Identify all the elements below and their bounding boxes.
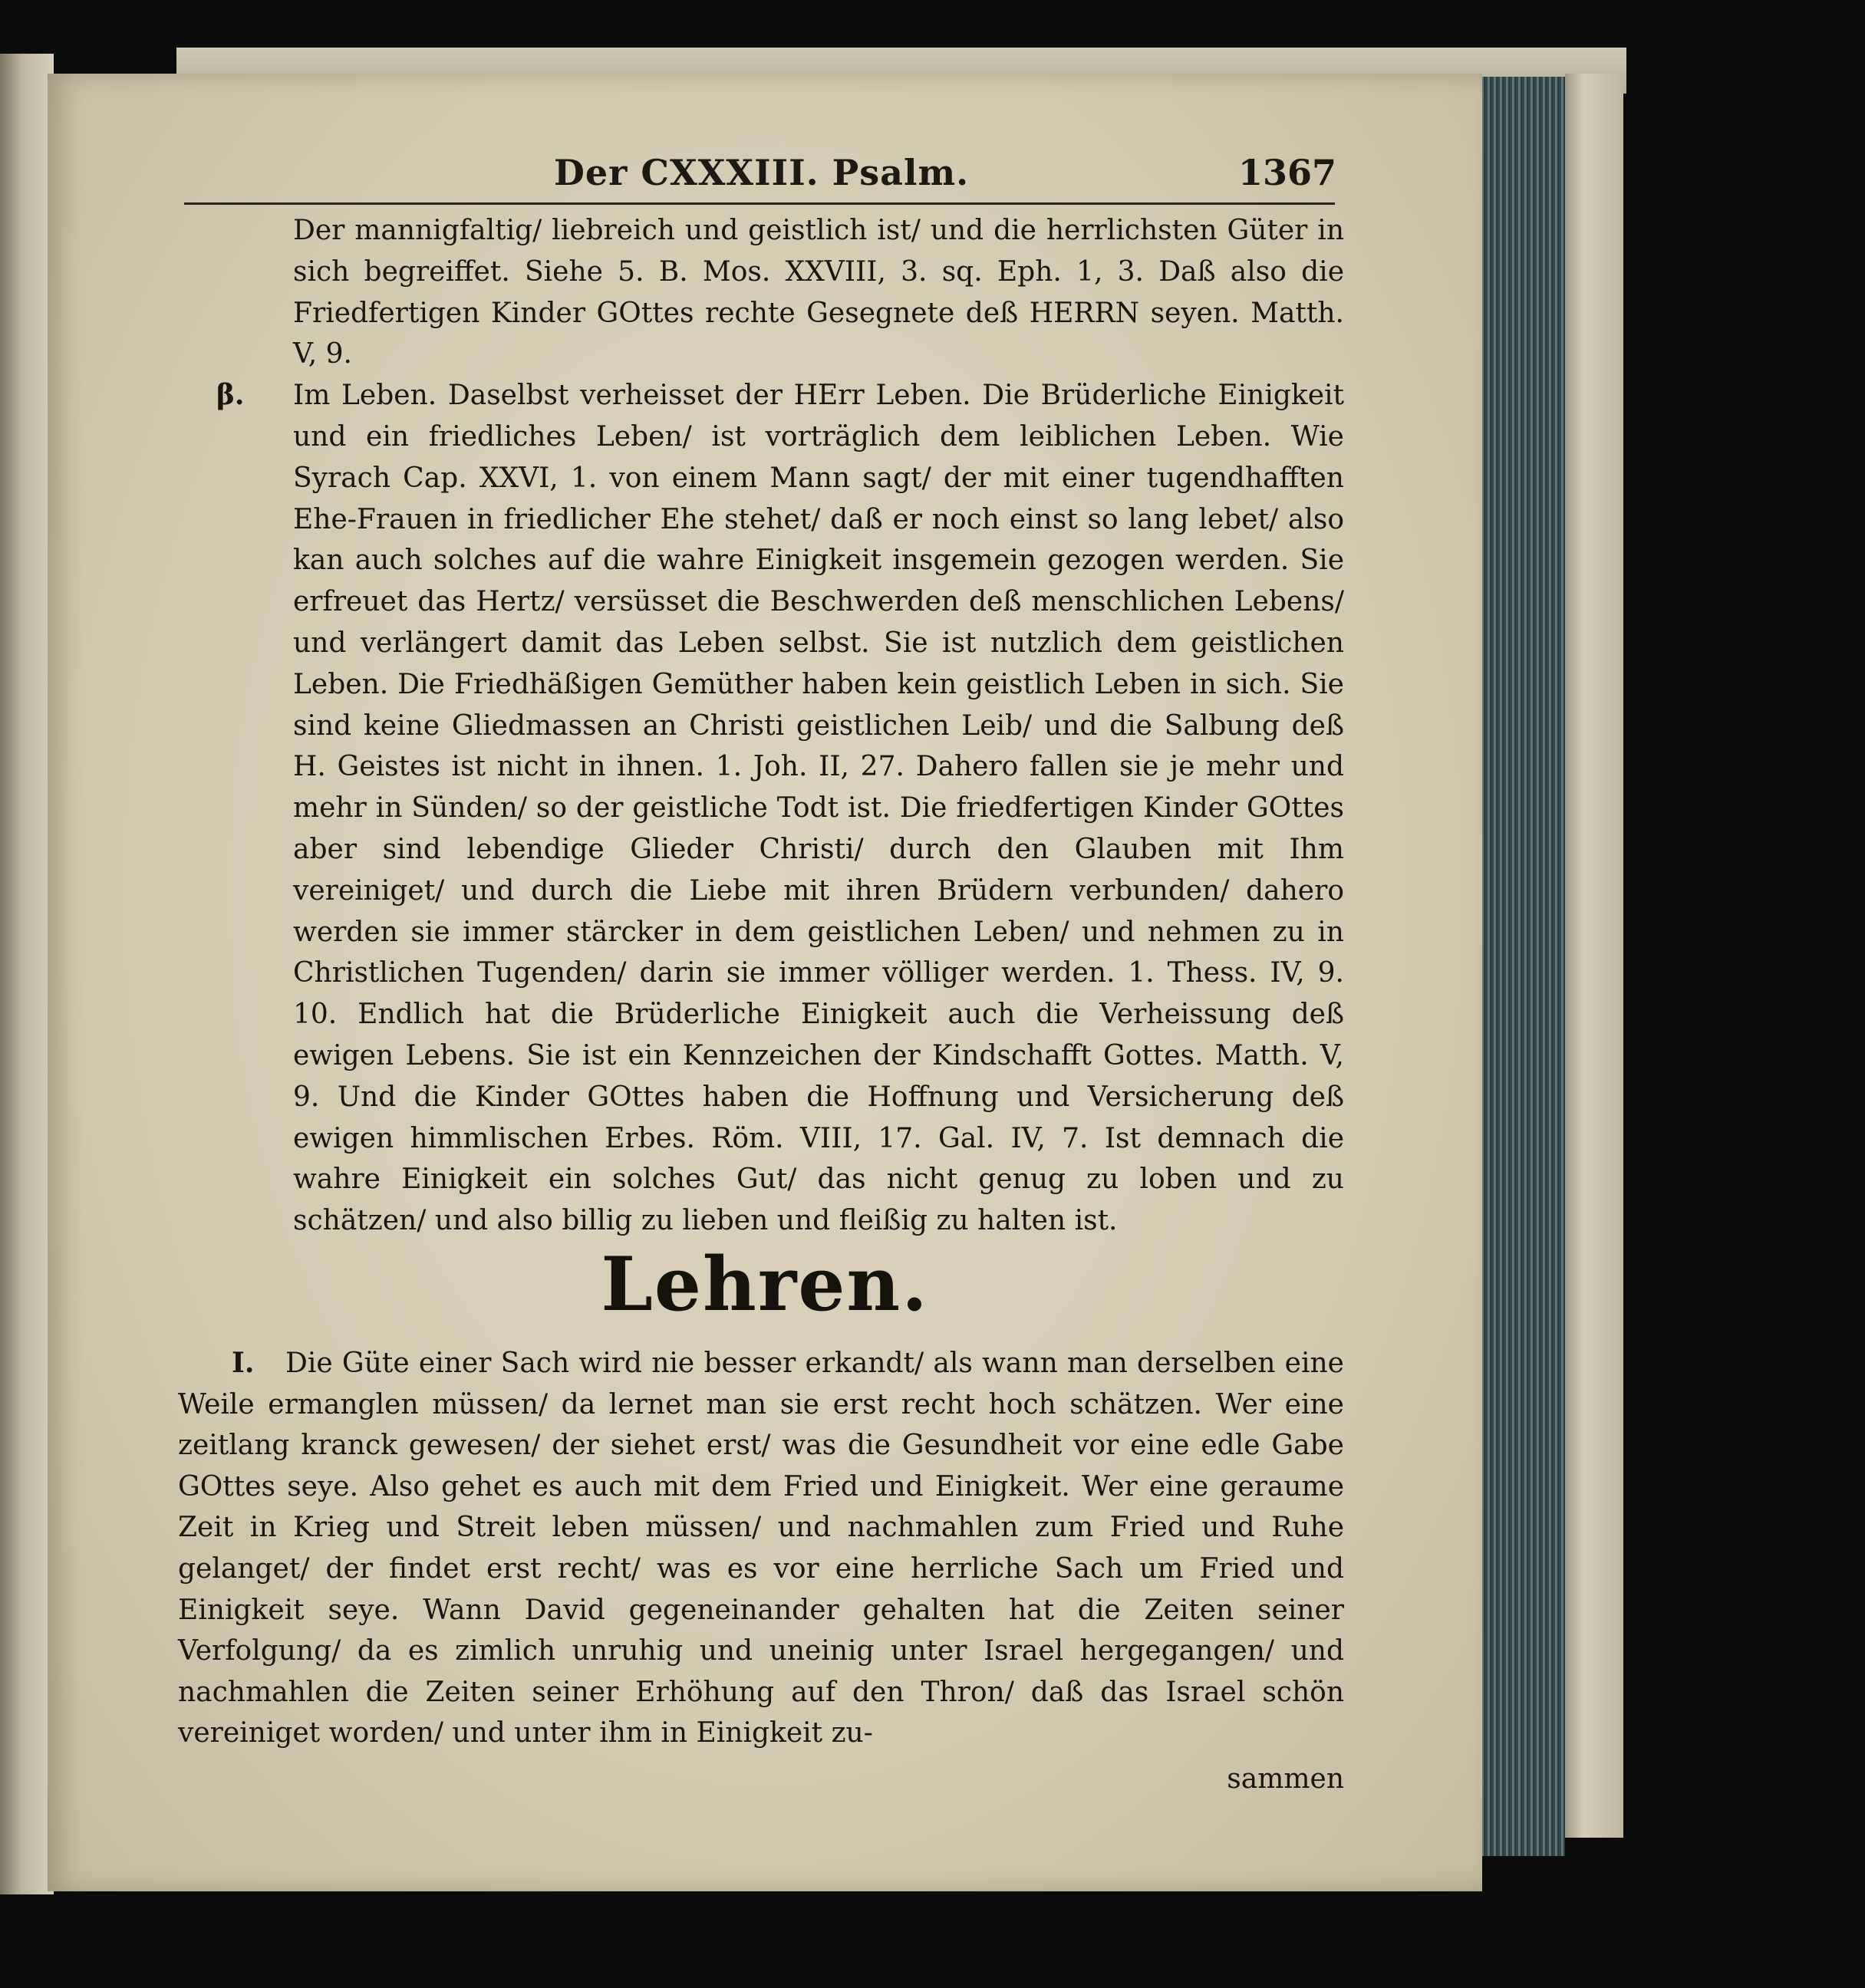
page-header [170,152,1336,198]
lehren-paragraph [178,1343,1344,1754]
section-beta-text: Im Leben. Daselbst verheisset der HErr Leben. Die Brüderliche Einigkeit und ein friedliches Leben/ ist vorträglich dem leiblichen Leben. Wie Syrach Cap. XXVI, 1. von einem Mann sagt/ der mit einer tugendhafften Ehe-Frauen in friedlicher Ehe stehet/ daß er noch einst so lang lebet/ also kan auch solches auf die wahre Einigkeit insgemein gezogen werden. Sie erfreuet das Hertz/ versüsset die Beschwerden deß menschlichen Lebens/ und verlängert damit das Leben selbst. Sie ist nutzlich dem geistlichen Leben. Die Friedhäßigen Gemüther haben kein geistlich Leben in sich. Sie sind keine Gliedmassen an Christi geistlichen Leib/ und die Salbung deß H. Geistes ist nicht in ihnen. 1. Joh. II, 27. Dahero fallen sie je mehr und mehr in Sünden/ so der geistliche Todt ist. Die friedfertigen Kinder GOttes aber sind lebendige Glieder Christi/ durch den Glauben mit Ihm vereiniget/ und durch die Liebe mit ihren Brüdern verbunden/ dahero werden sie immer stärcker in dem geistlichen Leben/ und nehmen zu in Christlichen Tugenden/ darin sie immer völliger werden. 1. Thess. IV, 9. 10. Endlich hat die Brüderliche Einigkeit auch die Verheissung deß ewigen Lebens. Sie ist ein Kennzeichen der Kindschafft Gottes. Matth. V, 9. Und die Kinder GOttes haben die Hoffnung und Versicherung deß ewigen himmlischen Erbes. Röm. VIII, 17. Gal. IV, 7. Ist demnach die wahre Einigkeit ein solches Gut/ das nicht genug zu loben und zu schätzen/ und also billig zu lieben und fleißig zu halten ist. [293,380,1344,1237]
lehren-block [178,1343,1344,1795]
main-text-block [216,210,1344,1242]
book-cover-edge [1565,74,1623,1838]
lehren-item-text: Die Güte einer Sach wird nie besser erkandt/ als wann man derselben eine Weile ermanglen müssen/ da lernet man sie erst recht hoch schätzen. Wer eine zeitlang kranck gewesen/ der siehet erst/ was die Gesundheit vor eine edle Gabe GOttes seye. Also gehet es auch mit dem Fried und Einigkeit. Wer eine geraume Zeit in Krieg und Streit leben müssen/ und nachmahlen zum Fried und Ruhe gelanget/ der findet erst recht/ was es vor eine herrliche Sach um Fried und Einigkeit seye. Wann David gegeneinander gehalten hat die Zeiten seiner Verfolgung/ da es zimlich unruhig und uneinig unter Israel hergegangen/ und nachmahlen die Zeiten seiner Erhöhung auf den Thron/ daß das Israel schön vereiniget worden/ und unter ihm in Einigkeit zu- [178,1348,1344,1749]
section-heading: Lehren. [601,1241,929,1328]
section-marker: β. [216,379,245,412]
item-number: I. [232,1347,255,1379]
page-number: 1367 [1237,152,1336,193]
catchword: sammen [1227,1763,1344,1795]
page-fore-edge [1473,77,1565,1856]
header-rule [184,202,1335,205]
book-page [48,74,1482,1891]
section-beta-paragraph [216,375,1344,1242]
continuation-paragraph: Der mannigfaltig/ liebreich und geistlich ist/ und die herrlichsten Güter in sich begreiffet. Siehe 5. B. Mos. XXVIII, 3. sq. Eph. 1, 3. Daß also die Friedfertigen Kinder GOttes rechte Gesegnete deß HERRN seyen. Matth. V, 9. [293,215,1344,370]
facing-page-edge [0,54,54,1894]
running-head: Der CXXXIII. Psalm. [554,152,970,193]
